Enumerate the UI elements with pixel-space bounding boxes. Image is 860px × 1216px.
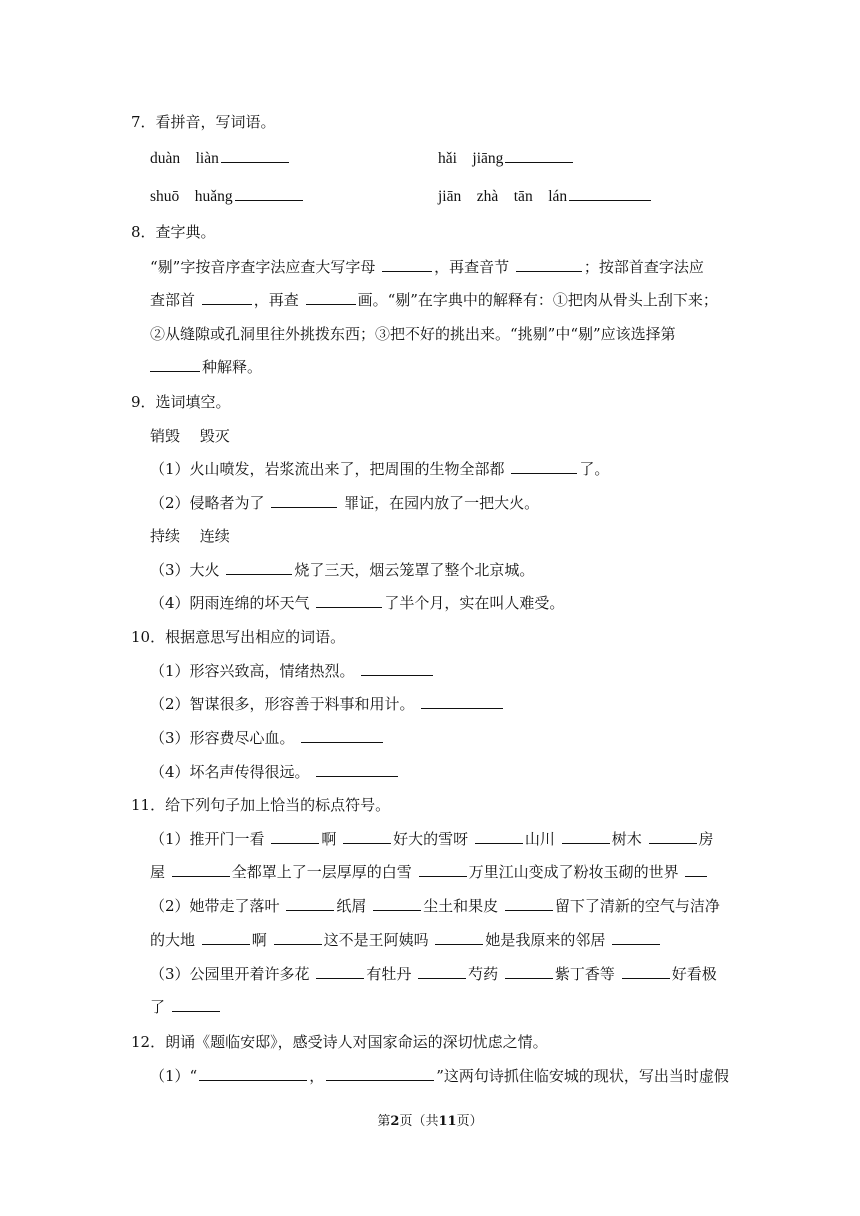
answer-blank[interactable] [316,762,398,777]
answer-blank[interactable] [343,829,391,844]
answer-blank[interactable] [569,186,651,201]
answer-blank[interactable] [301,728,383,743]
q11-line-5: （3）公园里开着许多花 有牡丹 芍药 紫丁香等 好看极 [150,965,717,983]
answer-blank[interactable] [271,829,319,844]
answer-blank[interactable] [226,560,292,575]
answer-blank[interactable] [316,593,382,608]
q11-line-4: 的大地 啊 这不是王阿姨吗 她是我原来的邻居 [150,930,662,950]
q9-word-pair-2: 持续 连续 [150,527,230,545]
q7-title: 7．看拼音，写词语。 [131,113,276,131]
q8-line-1: “剔”字按音序查字法应查大写字母 ，再查音节 ；按部首查字法应 [150,258,704,276]
q8-line-2: 查部首 ，再查 画。“剔”在字典中的解释有：①把肉从骨头上刮下来； [150,291,718,309]
q11-line-2: 屋 全都罩上了一层厚厚的白雪 万里江山变成了粉妆玉砌的世界 [150,862,709,882]
answer-blank[interactable] [306,290,356,305]
answer-blank[interactable] [622,964,670,979]
answer-blank[interactable] [421,694,503,709]
answer-blank[interactable] [150,357,200,372]
page-footer: 第2页（共11页） [377,1114,483,1129]
answer-blank[interactable] [418,964,466,979]
answer-blank[interactable] [505,964,553,979]
answer-blank[interactable] [361,661,433,676]
q10-title: 10．根据意思写出相应的词语。 [131,628,346,646]
q11-line-3: （2）她带走了落叶 纸屑 尘土和果皮 留下了清新的空气与洁净 [150,897,720,915]
q9-sentence-3: （3）大火 烧了三天，烟云笼罩了整个北京城。 [150,561,535,579]
answer-blank[interactable] [202,290,252,305]
answer-blank[interactable] [505,148,573,163]
answer-blank[interactable] [271,493,337,508]
answer-blank[interactable] [685,862,707,877]
q7-item-1: duàn liàn [150,148,291,169]
q11-line-6: 了 [150,997,222,1017]
answer-blank[interactable] [221,148,289,163]
q7-item-4: jiān zhà tān lán [438,186,653,207]
answer-blank[interactable] [172,997,220,1012]
answer-blank[interactable] [199,1066,307,1081]
answer-blank[interactable] [505,896,553,911]
page-number: 2 [390,1114,400,1129]
answer-blank[interactable] [235,186,303,201]
q10-item-4: （4）坏名声传得很远。 [150,762,400,782]
answer-blank[interactable] [562,829,610,844]
answer-blank[interactable] [373,896,421,911]
q10-item-2: （2）智谋很多，形容善于料事和用计。 [150,694,505,714]
q7-item-3: shuō huǎng [150,186,305,207]
answer-blank[interactable] [172,862,230,877]
q9-word-pair-1: 销毁 毁灭 [150,427,230,445]
answer-blank[interactable] [612,930,660,945]
q9-sentence-4: （4）阴雨连绵的坏天气 了半个月，实在叫人难受。 [150,594,565,612]
answer-blank[interactable] [286,896,334,911]
q10-item-3: （3）形容费尽心血。 [150,728,385,748]
q8-line-3: ②从缝隙或孔洞里往外挑拨东西；③把不好的挑出来。“挑剔”中“剔”应该选择第 [150,325,676,343]
q11-title: 11．给下列句子加上恰当的标点符号。 [131,796,391,814]
answer-blank[interactable] [511,459,577,474]
q9-sentence-2: （2）侵略者为了 罪证，在园内放了一把大火。 [150,494,540,512]
q7-item-2: hǎi jiāng [438,148,575,169]
q10-item-1: （1）形容兴致高，情绪热烈。 [150,661,435,681]
q9-title: 9．选词填空。 [131,393,231,411]
q12-title: 12．朗诵《题临安邸》，感受诗人对国家命运的深切忧虑之情。 [131,1033,548,1051]
answer-blank[interactable] [649,829,697,844]
q12-line-1: （1）“ ， ”这两句诗抓住临安城的现状，写出当时虚假 [150,1067,729,1085]
answer-blank[interactable] [516,257,582,272]
q8-line-4: 种解释。 [150,357,262,377]
page-total: 11 [438,1114,457,1129]
answer-blank[interactable] [382,257,432,272]
answer-blank[interactable] [316,964,364,979]
answer-blank[interactable] [419,862,467,877]
answer-blank[interactable] [202,930,250,945]
q11-line-1: （1）推开门一看 啊 好大的雪呀 山川 树木 房 [150,830,714,848]
q9-sentence-1: （1）火山喷发，岩浆流出来了，把周围的生物全部都 了。 [150,460,610,478]
q8-title: 8．查字典。 [131,223,216,241]
answer-blank[interactable] [475,829,523,844]
answer-blank[interactable] [435,930,483,945]
answer-blank[interactable] [274,930,322,945]
answer-blank[interactable] [326,1066,434,1081]
